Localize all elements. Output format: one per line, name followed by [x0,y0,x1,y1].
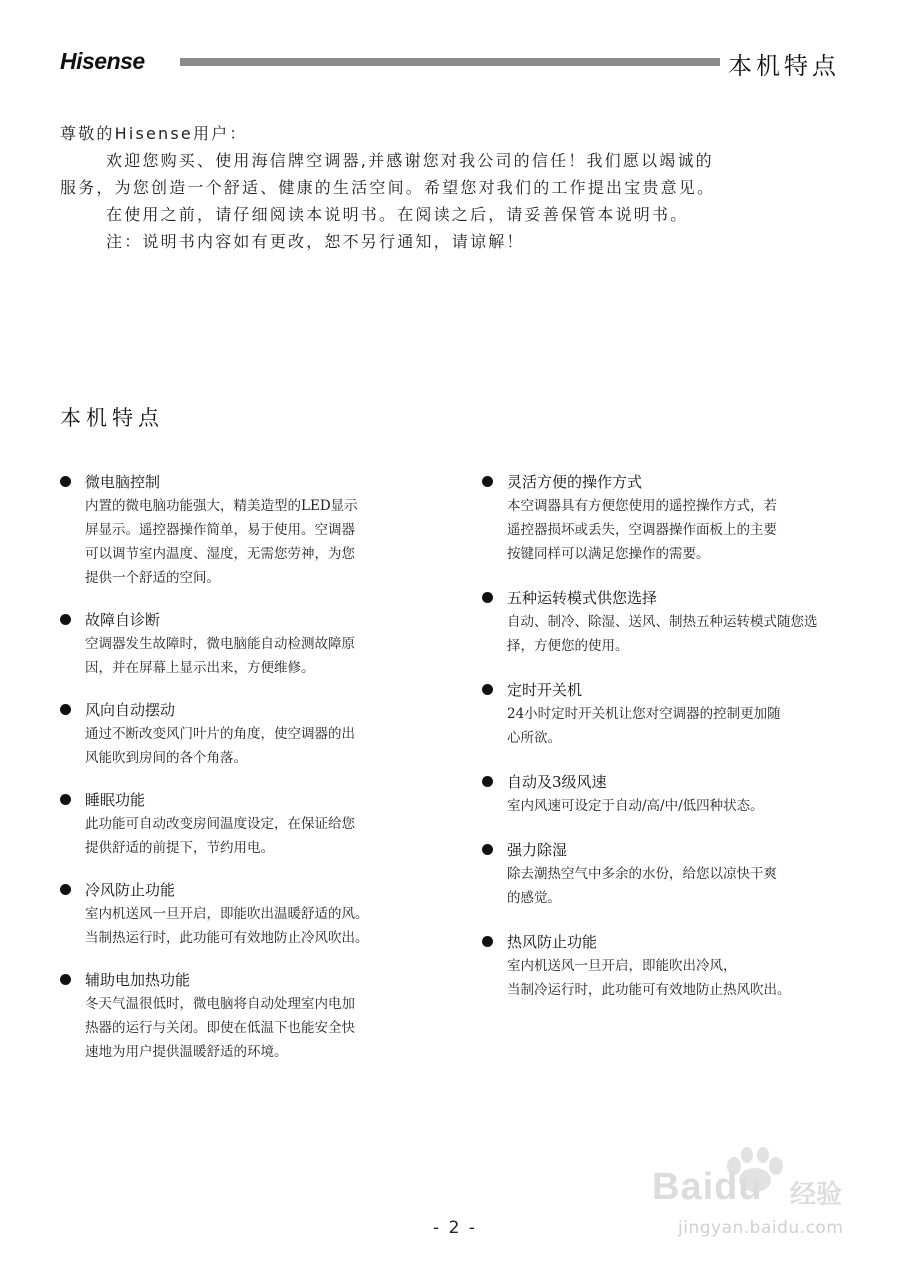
bullet-icon [482,936,493,947]
intro-line-2: 服务，为您创造一个舒适、健康的生活空间。希望您对我们的工作提出宝贵意见。 [60,178,716,197]
intro-greeting: 尊敬的Hisense用户： [60,124,248,143]
bullet-icon [482,684,493,695]
feature-description [85,494,430,590]
feature-description-line: 提供一个舒适的空间。 [85,570,220,586]
feature-title: 热风防止功能 [507,933,598,951]
feature-description-line: 提供舒适的前提下，节约用电。 [85,840,274,856]
feature-item [482,470,882,566]
section-title: 本机特点 [60,406,164,430]
feature-description-line: 内置的微电脑功能强大，精美造型的LED显示 [85,498,358,514]
feature-description [507,702,882,750]
feature-item [60,788,430,860]
intro-line-3: 在使用之前，请仔细阅读本说明书。在阅读之后，请妥善保管本说明书。 [106,205,689,224]
feature-description-line: 心所欲。 [507,730,561,746]
feature-description [85,902,430,950]
features-right-column [482,470,882,1002]
baidu-watermark [640,1148,870,1248]
feature-item [482,586,882,658]
feature-item [482,770,882,818]
header-rule [180,58,720,66]
feature-item [60,608,430,680]
feature-title: 风向自动摆动 [85,701,176,719]
watermark-jingyan: 经验 [790,1180,843,1210]
intro-text [60,120,840,255]
feature-description-line: 遥控器损坏或丢失，空调器操作面板上的主要 [507,522,777,538]
feature-title: 五种运转模式供您选择 [507,589,658,607]
feature-description-line: 屏显示。遥控器操作简单，易于使用。空调器 [85,522,355,538]
feature-description-line: 本空调器具有方便您使用的遥控操作方式，若 [507,498,777,514]
feature-description-line: 的感觉。 [507,890,561,906]
feature-description-line: 室内机送风一旦开启，即能吹出冷风， [507,958,737,974]
feature-description-line: 因，并在屏幕上显示出来，方便维修。 [85,660,315,676]
feature-description-line: 按键同样可以满足您操作的需要。 [507,546,710,562]
watermark-brand: Baidu [652,1166,763,1208]
feature-item [60,698,430,770]
feature-description [507,494,882,566]
feature-description-line: 此功能可自动改变房间温度设定，在保证给您 [85,816,355,832]
feature-description [85,812,430,860]
feature-description [507,862,882,910]
feature-description [507,954,882,1002]
feature-description-line: 冬天气温很低时，微电脑将自动处理室内电加 [85,996,355,1012]
bullet-icon [60,884,71,895]
bullet-icon [60,704,71,715]
hisense-logo: Hisense [60,48,145,74]
feature-item [60,968,430,1064]
feature-description [85,632,430,680]
intro-note: 注：说明书内容如有更改，恕不另行通知，请谅解！ [106,232,525,251]
header-title: 本机特点 [728,52,840,80]
feature-description-line: 室内风速可设定于自动/高/中/低四种状态。 [507,798,764,814]
feature-title: 睡眠功能 [85,791,146,809]
bullet-icon [60,614,71,625]
intro-line-1: 欢迎您购买、使用海信牌空调器,并感谢您对我公司的信任！我们愿以竭诚的 [106,151,714,170]
feature-description [85,992,430,1064]
bullet-icon [60,794,71,805]
feature-description-line: 室内机送风一旦开启，即能吹出温暖舒适的风。 [85,906,369,922]
bullet-icon [482,844,493,855]
page-header [60,44,840,84]
feature-description-line: 速地为用户提供温暖舒适的环境。 [85,1044,288,1060]
feature-item [482,838,882,910]
feature-description-line: 空调器发生故障时，微电脑能自动检测故障原 [85,636,355,652]
feature-description-line: 24小时定时开关机让您对空调器的控制更加随 [507,706,781,722]
feature-item [60,470,430,590]
feature-description [507,610,882,658]
feature-title: 微电脑控制 [85,473,161,491]
feature-description-line: 风能吹到房间的各个角落。 [85,750,247,766]
bullet-icon [60,476,71,487]
feature-description-line: 当制冷运行时，此功能可有效地防止热风吹出。 [507,982,791,998]
features-left-column [60,470,430,1064]
feature-title: 冷风防止功能 [85,881,176,899]
feature-item [482,678,882,750]
feature-item [60,878,430,950]
feature-description-line: 当制热运行时，此功能可有效地防止冷风吹出。 [85,930,369,946]
feature-description-line: 择，方便您的使用。 [507,638,629,654]
bullet-icon [60,974,71,985]
bullet-icon [482,592,493,603]
feature-description [85,722,430,770]
feature-title: 故障自诊断 [85,611,161,629]
feature-title: 定时开关机 [507,681,583,699]
feature-description-line: 可以调节室内温度、湿度，无需您劳神，为您 [85,546,355,562]
page-number: - 2 - [433,1218,477,1238]
bullet-icon [482,776,493,787]
feature-description-line: 热器的运行与关闭。即使在低温下也能安全快 [85,1020,355,1036]
feature-description-line: 自动、制冷、除湿、送风、制热五种运转模式随您选 [507,614,818,630]
feature-title: 强力除湿 [507,841,568,859]
watermark-url: jingyan.baidu.com [678,1218,844,1238]
feature-title: 灵活方便的操作方式 [507,473,643,491]
feature-description-line: 通过不断改变风门叶片的角度，使空调器的出 [85,726,355,742]
feature-title: 自动及3级风速 [507,773,607,791]
feature-description-line: 除去潮热空气中多余的水份，给您以凉快干爽 [507,866,777,882]
feature-description [507,794,882,818]
feature-title: 辅助电加热功能 [85,971,191,989]
feature-item [482,930,882,1002]
bullet-icon [482,476,493,487]
